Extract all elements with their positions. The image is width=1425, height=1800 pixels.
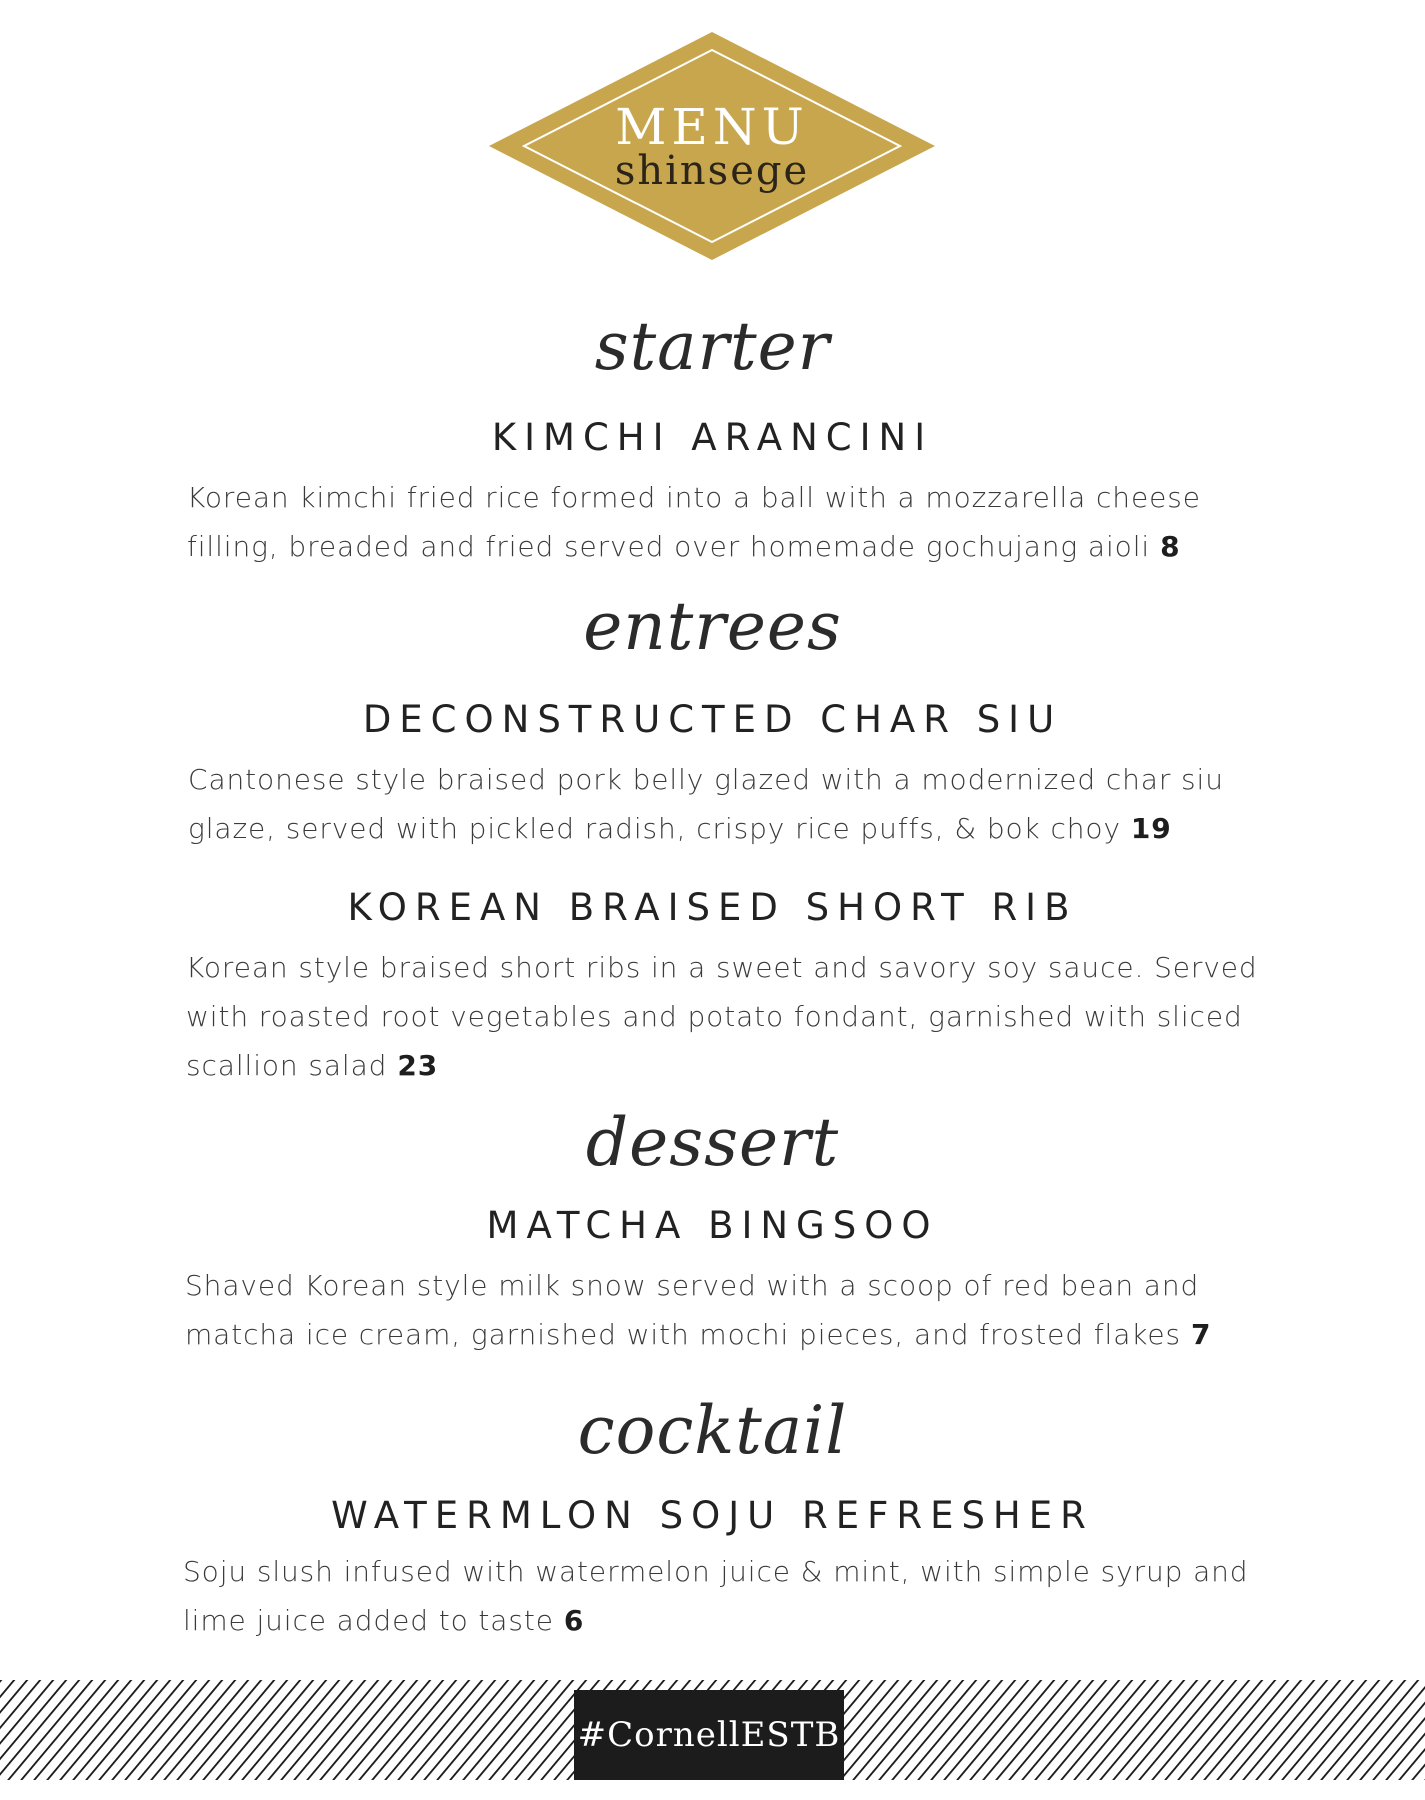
description-line: filling, breaded and fried served over homemade gochujang aioli 8 (187, 530, 1181, 563)
dish-description-char-siu (188, 755, 1224, 853)
price: 6 (563, 1604, 585, 1637)
description-line: glaze, served with pickled radish, crispy rice puffs, & bok choy 19 (188, 812, 1172, 845)
dish-name-matcha-bingsoo: MATCHA BINGSOO (486, 1204, 939, 1247)
description-line: Korean style braised short ribs in a sweet and savory soy sauce. Served (186, 951, 1258, 984)
menu-header-badge (487, 30, 937, 262)
section-heading-dessert: dessert (585, 1104, 840, 1181)
dish-description-kimchi-arancini (187, 473, 1201, 571)
description-line: lime juice added to taste 6 (183, 1604, 585, 1637)
description-line: Korean kimchi fried rice formed into a ball with a mozzarella cheese (187, 481, 1201, 514)
description-line: with roasted root vegetables and potato fondant, garnished with sliced (186, 1000, 1243, 1033)
price: 7 (1190, 1318, 1212, 1351)
section-heading-starter: starter (594, 308, 831, 385)
price: 23 (397, 1049, 439, 1082)
menu-label: MENU (615, 98, 809, 156)
dish-description-short-rib (186, 943, 1258, 1090)
description-line: scallion salad 23 (186, 1049, 439, 1082)
section-heading-entrees: entrees (583, 588, 842, 665)
dish-name-kimchi-arancini: KIMCHI ARANCINI (491, 416, 934, 459)
description-line: Soju slush infused with watermelon juice & mint, with simple syrup and (183, 1555, 1249, 1588)
section-heading-cocktail: cocktail (577, 1392, 848, 1469)
price: 8 (1160, 530, 1181, 563)
dish-name-char-siu: DECONSTRUCTED CHAR SIU (362, 698, 1063, 741)
description-line: matcha ice cream, garnished with mochi pieces, and frosted flakes 7 (185, 1318, 1212, 1351)
description-line: Shaved Korean style milk snow served with a scoop of red bean and (185, 1269, 1200, 1302)
hashtag-label: #CornellESTB (574, 1690, 844, 1780)
description-line: Cantonese style braised pork belly glazed with a modernized char siu (188, 763, 1224, 796)
price: 19 (1130, 812, 1172, 845)
restaurant-name: shinsege (614, 148, 810, 194)
dish-name-short-rib: KOREAN BRAISED SHORT RIB (347, 886, 1078, 929)
dish-name-soju-refresher: WATERMLON SOJU REFRESHER (331, 1494, 1094, 1537)
dish-description-soju-refresher (183, 1547, 1248, 1645)
dish-description-matcha-bingsoo (185, 1261, 1211, 1359)
